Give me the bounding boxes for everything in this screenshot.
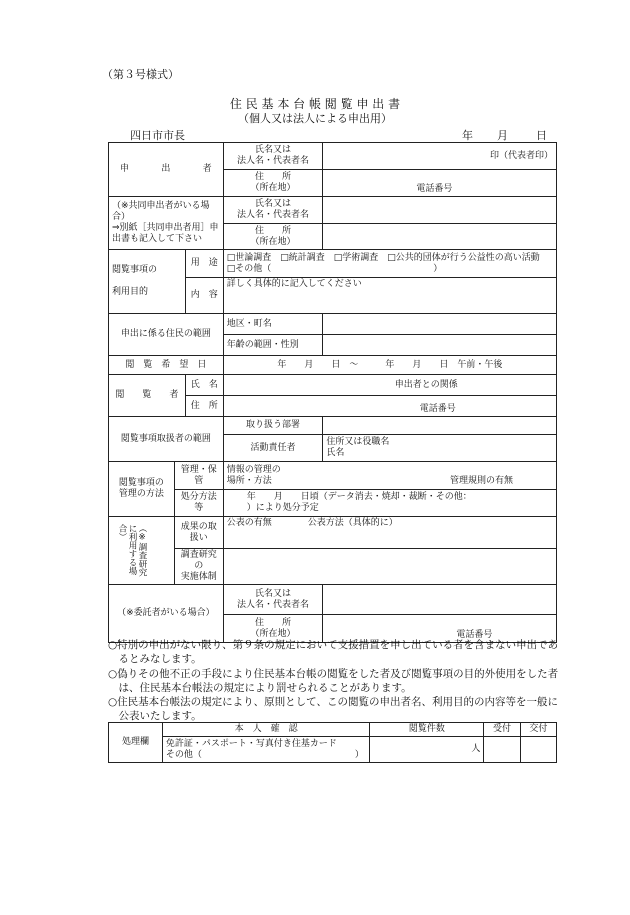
range-label: 申出に係る住民の範囲 [109, 314, 224, 356]
viewer-name-label: 氏 名 [185, 375, 223, 396]
count-header: 閲覧件数 [370, 723, 484, 737]
content-label: 内 容 [185, 278, 223, 314]
notes [108, 638, 568, 724]
purpose-label: 閲覧事項の 利用目的 [109, 250, 186, 314]
area-field[interactable] [323, 314, 557, 335]
content-field[interactable] [223, 278, 556, 314]
id-header: 本 人 確 認 [162, 723, 369, 737]
date-day: 日 [536, 129, 547, 142]
note-item: ○特別の申出がない限り、第９条の規定において支援措置を申し出ている者を含まない申出であるとみなします。 [108, 639, 559, 666]
viewer-phone-label: 電話番号 [419, 404, 456, 414]
age-label: 年齢の範囲・性別 [223, 335, 323, 356]
use-options[interactable]: □世論調査 □統計調査 □学術調査 □公共的団体が行う公益性の高い活動 □その他（ ） [223, 250, 556, 278]
joint-address-label: 住 所 （所在地） [223, 224, 323, 250]
desired-date-field[interactable]: 年 月 日 ～ 年 月 日 午前・午後 [223, 356, 556, 375]
issued-header: 交付 [520, 723, 556, 737]
application-form-table [108, 142, 557, 643]
applicant-address-label: 住 所 （所在地） [223, 170, 323, 197]
viewer-label: 閲 覧 者 [109, 375, 186, 417]
processing-label: 処理欄 [109, 723, 163, 763]
rules-label: 管理規則の有無 [449, 475, 513, 486]
results-field[interactable]: 公表の有無 公表方法（具体的に） [223, 517, 556, 549]
form-number: （第３号様式） [102, 68, 179, 81]
applicant-name-field[interactable] [323, 143, 557, 170]
applicant-label: 申 出 者 [109, 143, 224, 197]
issued-field[interactable] [520, 737, 556, 763]
content-hint: 詳しく具体的に記入してください [226, 279, 362, 289]
area-label: 地区・町名 [223, 314, 323, 335]
count-field[interactable]: 人 [370, 737, 484, 763]
viewer-address-label: 住 所 [185, 396, 223, 417]
applicant-phone-label: 電話番号 [416, 184, 453, 194]
seal-label: 印（代表者印） [489, 150, 553, 161]
dept-label: 取り扱う部署 [223, 417, 323, 435]
disposal-label: 処分方法等 [174, 490, 223, 517]
storage-field[interactable]: 情報の管理の 場所・方法 管理規則の有無 [223, 462, 556, 490]
desired-date-label: 閲 覧 希 望 日 [109, 356, 224, 375]
delegate-name-field[interactable] [323, 585, 557, 615]
delegate-address-label: 住 所 （所在地） [223, 615, 323, 643]
resp-label: 活動責任者 [223, 435, 323, 462]
viewer-name-field[interactable] [223, 375, 556, 396]
note-item: ○偽りその他不正の手段により住民基本台帳の閲覧をした者及び閲覧事項の目的外使用をした者は、住民基本台帳法の規定により罰せられることがあります。 [108, 667, 559, 694]
received-header: 受付 [484, 723, 520, 737]
storage-label: 管理・保管 [174, 462, 223, 490]
disposal-field[interactable]: 年 月 日頃（データ消去・焼却・裁断・その他： ）により処分予定 [223, 490, 556, 517]
joint-applicant-note: （※共同申出者がいる場合） ⇒別紙［共同申出者用］申出書も記入して下さい [109, 197, 224, 250]
joint-name-label: 氏名又は 法人名・代表者名 [223, 197, 323, 224]
joint-name-field[interactable] [323, 197, 557, 224]
received-field[interactable] [484, 737, 520, 763]
handler-label: 閲覧事項取扱者の範囲 [109, 417, 224, 462]
dept-field[interactable] [323, 417, 557, 435]
date-year: 年 [462, 129, 473, 142]
note-item: ○住民基本台帳法の規定により、原則として、この閲覧の申出者名、利用目的の内容等を一般に公表いたします。 [108, 696, 558, 723]
joint-address-field[interactable] [323, 224, 557, 250]
system-field[interactable] [223, 549, 556, 585]
research-label: （※調査研究に利用する場合） [109, 517, 175, 585]
use-label: 用 途 [185, 250, 223, 278]
applicant-name-label: 氏名又は 法人名・代表者名 [223, 143, 323, 170]
relation-label: 申出者との関係 [394, 379, 458, 390]
form-title: 住 民 基 本 台 帳 閲 覧 申 出 書 [229, 97, 401, 111]
delegate-name-label: 氏名又は 法人名・代表者名 [223, 585, 323, 615]
applicant-address-field[interactable] [323, 170, 557, 197]
form-subtitle: （個人又は法人による申出用） [238, 112, 392, 125]
viewer-address-field[interactable] [223, 396, 556, 417]
resp-field[interactable]: 住所又は役職名 氏名 [323, 435, 557, 462]
delegate-phone-label: 電話番号 [456, 630, 493, 640]
date-month: 月 [497, 129, 508, 142]
results-label: 成果の取扱い [174, 517, 223, 549]
system-label: 調査研究の 実施体制 [174, 549, 223, 585]
id-options[interactable]: 免許証・パスポート・写真付き住基カード その他（ ） [162, 737, 369, 763]
processing-table [108, 722, 557, 763]
management-label: 閲覧事項の 管理の方法 [109, 462, 175, 517]
delegate-label: （※委託者がいる場合） [109, 585, 224, 643]
age-field[interactable] [323, 335, 557, 356]
addressee: 四日市市長 [130, 129, 185, 142]
